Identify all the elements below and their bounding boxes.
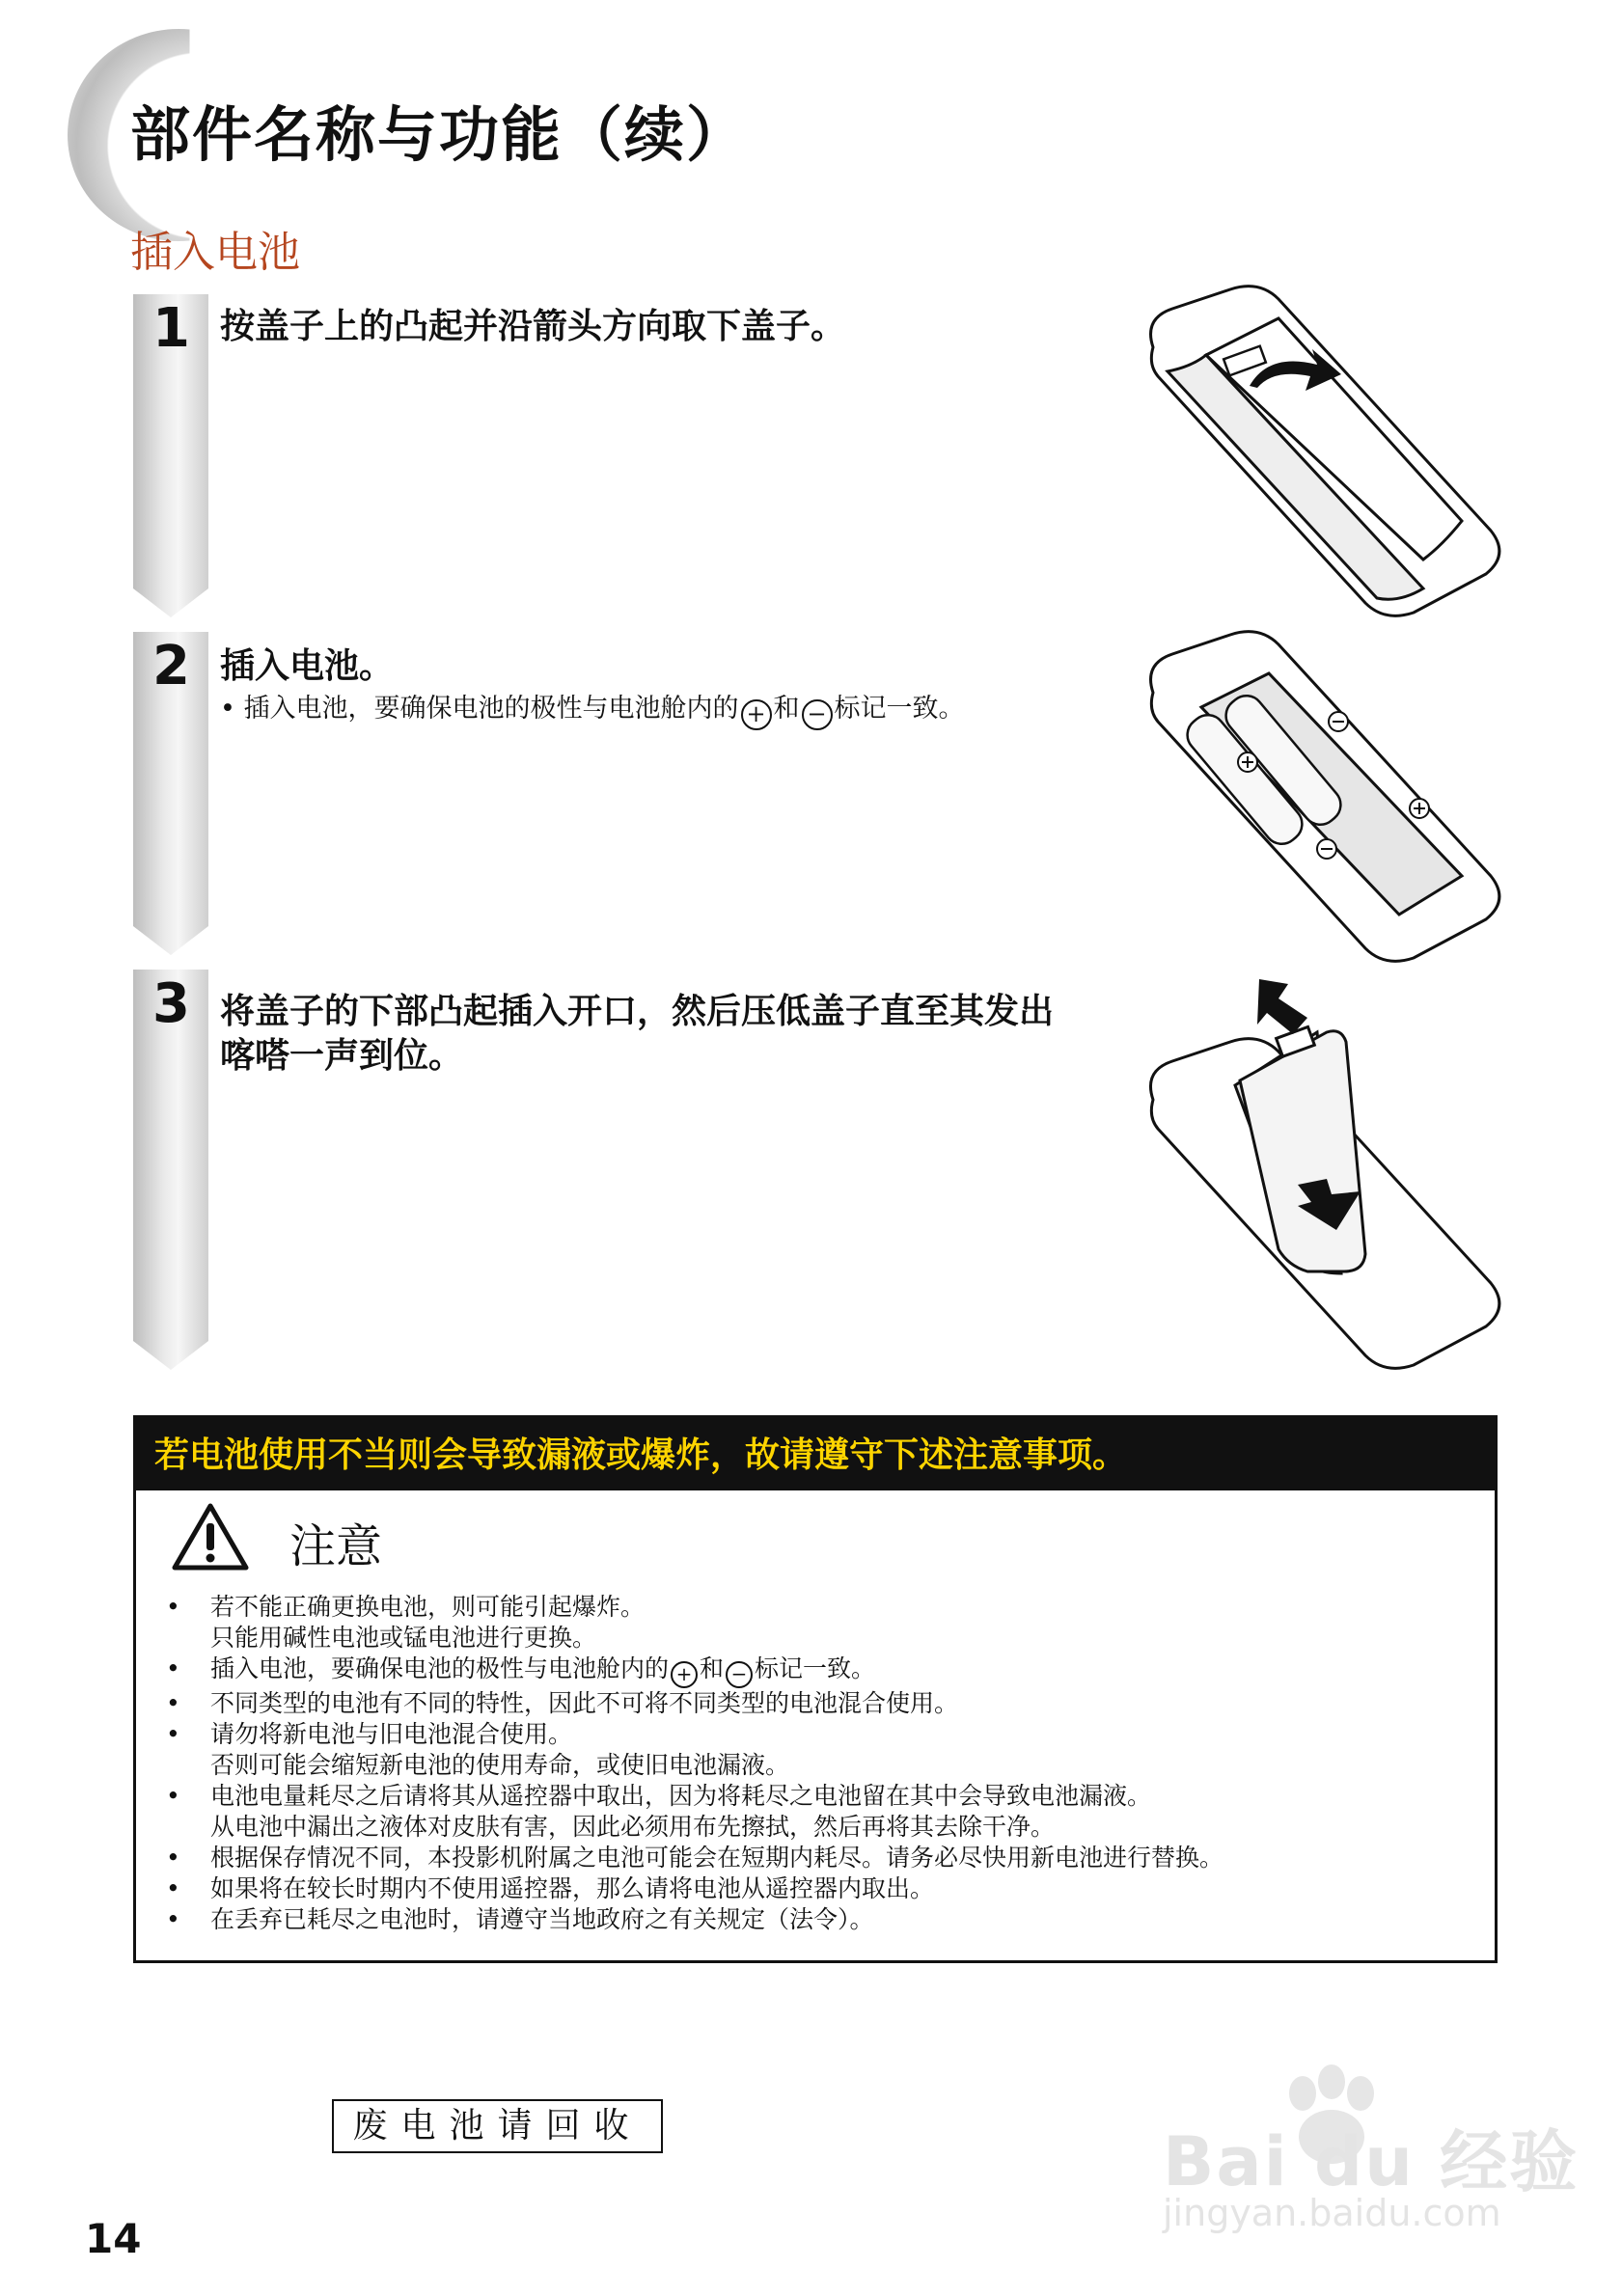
step-3-text-line-2: 喀嗒一声到位。: [220, 1036, 464, 1076]
minus-symbol-icon: −: [726, 1661, 753, 1688]
caution-triangle-icon: [172, 1502, 249, 1572]
page-number: 14: [85, 2215, 142, 2262]
plus-symbol-icon: +: [671, 1661, 698, 1688]
battery-insertion-illustration: [1134, 625, 1510, 963]
minus-symbol-icon: −: [802, 699, 833, 730]
caution-item: • 不同类型的电池有不同的特性，因此不可将不同类型的电池混合使用。: [154, 1688, 1467, 1719]
caution-item: [154, 1654, 1467, 1688]
step-2-note-post: 标记一致。: [834, 694, 965, 724]
caution-item: • 根据保存情况不同，本投影机附属之电池可能会在短期内耗尽。请务必尽快用新电池进行替换。: [154, 1843, 1467, 1873]
step-2-note-pre: • 插入电池，要确保电池的极性与电池舱内的: [220, 694, 739, 724]
caution-item-continuation: 从电池中漏出之液体对皮肤有害，因此必须用布先擦拭，然后再将其去除干净。: [210, 1813, 1056, 1841]
step-2-note-mid: 和: [773, 694, 800, 724]
warning-bar-text: 若电池使用不当则会导致漏液或爆炸，故请遵守下述注意事项。: [154, 1435, 1128, 1475]
step-1-number: 1: [152, 297, 190, 360]
caution-label: 注意: [289, 1519, 383, 1573]
remote-cover-removal-illustration: [1134, 280, 1510, 617]
caution-item: • 若不能正确更换电池，则可能引起爆炸。: [154, 1592, 1467, 1623]
caution-item: • 在丢弃已耗尽之电池时，请遵守当地政府之有关规定（法令）。: [154, 1904, 1467, 1935]
caution-item: • 电池电量耗尽之后请将其从遥控器中取出，因为将耗尽之电池留在其中会导致电池漏液。: [154, 1781, 1467, 1812]
step-2-text: 插入电池。: [220, 646, 395, 686]
caution-item-text: 和: [700, 1654, 725, 1682]
caution-list: [154, 1592, 1467, 1935]
cover-replacement-illustration: [1134, 965, 1510, 1370]
watermark-url: jingyan.baidu.com: [1163, 2192, 1501, 2234]
step-3-number: 3: [152, 972, 190, 1035]
step-1-text: 按盖子上的凸起并沿箭头方向取下盖子。: [220, 307, 846, 346]
caution-item: • 请勿将新电池与旧电池混合使用。: [154, 1719, 1467, 1750]
step-3-text-line-1: 将盖子的下部凸起插入开口，然后压低盖子直至其发出: [220, 992, 1055, 1031]
section-heading: 插入电池: [130, 228, 300, 277]
caution-item-continuation: 只能用碱性电池或锰电池进行更换。: [210, 1624, 597, 1652]
page-title: 部件名称与功能（续）: [130, 99, 749, 170]
step-2-number: 2: [152, 635, 190, 697]
caution-item-text: 插入电池，要确保电池的极性与电池舱内的: [210, 1654, 670, 1682]
caution-item: • 如果将在较长时期内不使用遥控器，那么请将电池从遥控器内取出。: [154, 1873, 1467, 1904]
caution-item-continuation: 否则可能会缩短新电池的使用寿命，或使旧电池漏液。: [210, 1751, 790, 1779]
caution-item-text: 标记一致。: [755, 1654, 876, 1682]
plus-symbol-icon: +: [741, 699, 772, 730]
step-2-note: [220, 693, 965, 730]
watermark-brand: Bai du 经验: [1163, 2122, 1580, 2201]
recycle-label: 废电池请回收: [332, 2099, 663, 2153]
